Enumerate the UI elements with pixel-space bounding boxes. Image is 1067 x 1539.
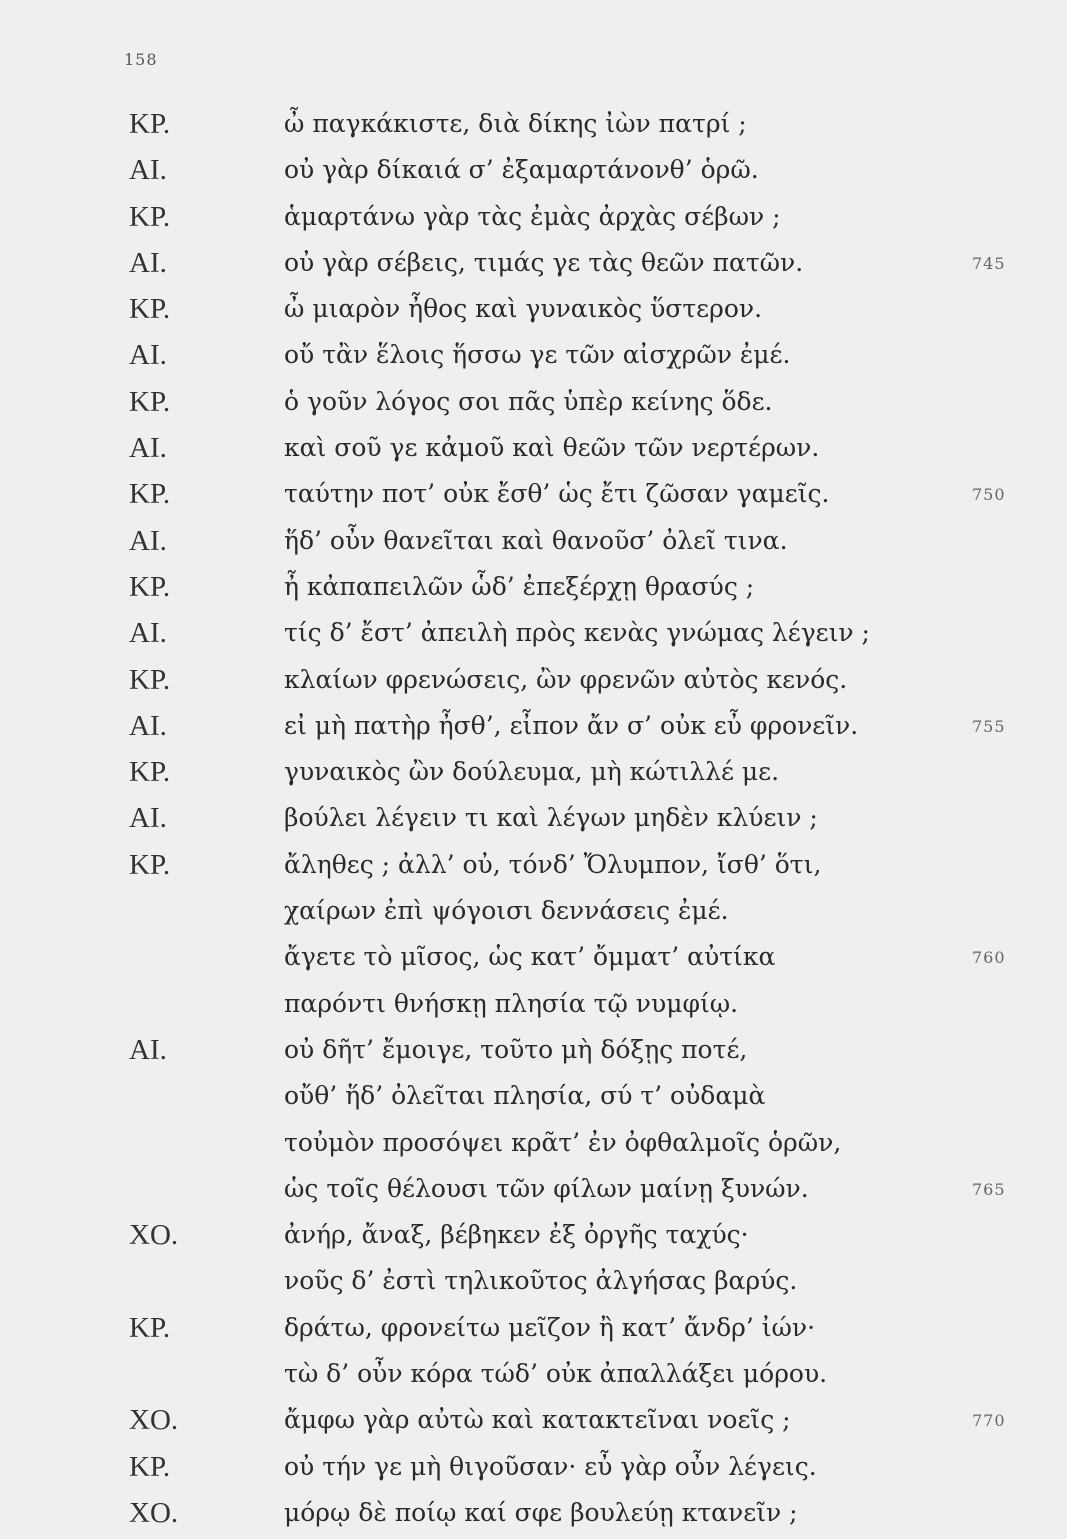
verse-block (0, 104, 1067, 1539)
verse-text: οὔθ’ ἥδ’ ὀλεῖται πλησία, σύ τ’ οὐδαμὰ (284, 1081, 766, 1111)
verse-text: χαίρων ἐπὶ ψόγοισι δεννάσεις ἐμέ. (284, 896, 729, 926)
verse-text: ὁ γοῦν λόγος σοι πᾶς ὑπὲρ κείνης ὅδε. (284, 386, 773, 416)
verse-text: ἦ κἀπαπειλῶν ὧδ’ ἐπεξέρχῃ θρασύς ; (284, 571, 755, 601)
verse-line (0, 428, 1067, 474)
verse-text: μόρῳ δὲ ποίῳ καί σφε βουλεύῃ κτανεῖν ; (284, 1497, 798, 1527)
verse-text: οὐ δῆτ’ ἔμοιγε, τοῦτο μὴ δόξῃς ποτέ, (284, 1034, 748, 1064)
speaker-label: ΑΙ. (129, 617, 167, 650)
verse-line (0, 1076, 1067, 1122)
verse-line (0, 660, 1067, 706)
speaker-label: ΚΡ. (129, 848, 171, 881)
speaker-label: ΚΡ. (129, 663, 171, 696)
verse-text: ἥδ’ οὖν θανεῖται καὶ θανοῦσ’ ὀλεῖ τινα. (284, 525, 788, 555)
verse-line (0, 1215, 1067, 1261)
verse-line (0, 197, 1067, 243)
verse-line (0, 984, 1067, 1030)
verse-line (0, 1261, 1067, 1307)
verse-text: τὼ δ’ οὖν κόρα τώδ’ οὐκ ἀπαλλάξει μόρου. (284, 1359, 828, 1389)
verse-line (0, 382, 1067, 428)
verse-text: οὔ τἂν ἕλοις ἥσσω γε τῶν αἰσχρῶν ἐμέ. (284, 340, 791, 370)
verse-line (0, 845, 1067, 891)
verse-text: κλαίων φρενώσεις, ὢν φρενῶν αὐτὸς κενός. (284, 664, 848, 694)
verse-text: ὡς τοῖς θέλουσι τῶν φίλων μαίνῃ ξυνών. (284, 1173, 809, 1203)
speaker-label: ΚΡ. (129, 756, 171, 789)
verse-text: ἄληθες ; ἀλλ’ οὐ, τόνδ’ Ὄλυμπον, ἴσθ’ ὅτι, (284, 849, 822, 879)
verse-text: οὐ τήν γε μὴ θιγοῦσαν· εὖ γὰρ οὖν λέγεις. (284, 1451, 817, 1481)
line-number: 755 (972, 716, 1006, 736)
verse-line (0, 567, 1067, 613)
verse-text: καὶ σοῦ γε κἀμοῦ καὶ θεῶν τῶν νερτέρων. (284, 433, 820, 463)
verse-text: ἁμαρτάνω γὰρ τὰς ἐμὰς ἀρχὰς σέβων ; (284, 201, 781, 231)
verse-line (0, 150, 1067, 196)
speaker-label: ΑΙ. (129, 339, 167, 372)
page-number: 158 (124, 50, 158, 69)
line-number: 745 (972, 253, 1006, 273)
verse-line (0, 891, 1067, 937)
speaker-label: ΚΡ. (129, 200, 171, 233)
verse-line (0, 335, 1067, 381)
verse-text: ἄμφω γὰρ αὐτὼ καὶ κατακτεῖναι νοεῖς ; (284, 1405, 791, 1435)
verse-line (0, 104, 1067, 150)
verse-text: ταύτην ποτ’ οὐκ ἔσθ’ ὡς ἔτι ζῶσαν γαμεῖς. (284, 479, 830, 509)
speaker-label: ΧΟ. (129, 1496, 179, 1529)
verse-text: γυναικὸς ὢν δούλευμα, μὴ κώτιλλέ με. (284, 757, 780, 787)
speaker-label: ΚΡ. (129, 570, 171, 603)
speaker-label: ΚΡ. (129, 385, 171, 418)
verse-text: ἄγετε τὸ μῖσος, ὡς κατ’ ὄμματ’ αὐτίκα (284, 942, 776, 972)
line-number: 760 (972, 948, 1006, 968)
verse-line (0, 1447, 1067, 1493)
verse-line (0, 613, 1067, 659)
speaker-label: ΑΙ. (129, 432, 167, 465)
verse-line (0, 1030, 1067, 1076)
line-number: 765 (972, 1179, 1006, 1199)
verse-text: οὐ γὰρ σέβεις, τιμάς γε τὰς θεῶν πατῶν. (284, 247, 804, 277)
speaker-label: ΑΙ. (129, 246, 167, 279)
speaker-label: ΚΡ. (129, 1311, 171, 1344)
verse-line (0, 752, 1067, 798)
speaker-label: ΚΡ. (129, 478, 171, 511)
speaker-label: ΑΙ. (129, 802, 167, 835)
verse-line (0, 937, 1067, 983)
verse-text: τίς δ’ ἔστ’ ἀπειλὴ πρὸς κενὰς γνώμας λέγειν ; (284, 618, 870, 648)
verse-line (0, 798, 1067, 844)
speaker-label: ΚΡ. (129, 108, 171, 140)
line-number: 770 (972, 1411, 1006, 1431)
verse-line (0, 1123, 1067, 1169)
verse-text: δράτω, φρονείτω μεῖζον ἢ κατ’ ἄνδρ’ ἰών· (284, 1312, 816, 1342)
speaker-label: ΧΟ. (129, 1219, 179, 1252)
verse-text: βούλει λέγειν τι καὶ λέγων μηδὲν κλύειν ; (284, 803, 818, 833)
speaker-label: ΧΟ. (129, 1404, 179, 1437)
speaker-label: ΚΡ. (129, 1450, 171, 1483)
verse-text: νοῦς δ’ ἐστὶ τηλικοῦτος ἀλγήσας βαρύς. (284, 1266, 798, 1296)
verse-line (0, 1400, 1067, 1446)
verse-text: ἀνήρ, ἄναξ, βέβηκεν ἐξ ὀργῆς ταχύς· (284, 1220, 749, 1250)
verse-line (0, 243, 1067, 289)
speaker-label: ΚΡ. (129, 293, 171, 326)
speaker-label: ΑΙ. (129, 524, 167, 557)
line-number: 750 (972, 485, 1006, 505)
verse-line (0, 706, 1067, 752)
verse-text: παρόντι θνήσκῃ πλησία τῷ νυμφίῳ. (284, 988, 739, 1018)
verse-text: εἰ μὴ πατὴρ ἦσθ’, εἶπον ἄν σ’ οὐκ εὖ φρονεῖν. (284, 710, 859, 740)
speaker-label: ΑΙ. (129, 1033, 167, 1066)
verse-line (0, 289, 1067, 335)
verse-text: ὦ παγκάκιστε, διὰ δίκης ἰὼν πατρί ; (284, 109, 747, 138)
verse-text: τοὐμὸν προσόψει κρᾶτ’ ἐν ὀφθαλμοῖς ὁρῶν, (284, 1127, 842, 1157)
verse-line (0, 521, 1067, 567)
speaker-label: ΑΙ. (129, 154, 167, 187)
verse-text: ὦ μιαρὸν ἦθος καὶ γυναικὸς ὕστερον. (284, 294, 763, 324)
verse-text: οὐ γὰρ δίκαιά σ’ ἐξαμαρτάνονθ’ ὁρῶ. (284, 155, 759, 185)
verse-line (0, 1169, 1067, 1215)
verse-line (0, 474, 1067, 520)
verse-line (0, 1308, 1067, 1354)
verse-line (0, 1354, 1067, 1400)
speaker-label: ΑΙ. (129, 709, 167, 742)
